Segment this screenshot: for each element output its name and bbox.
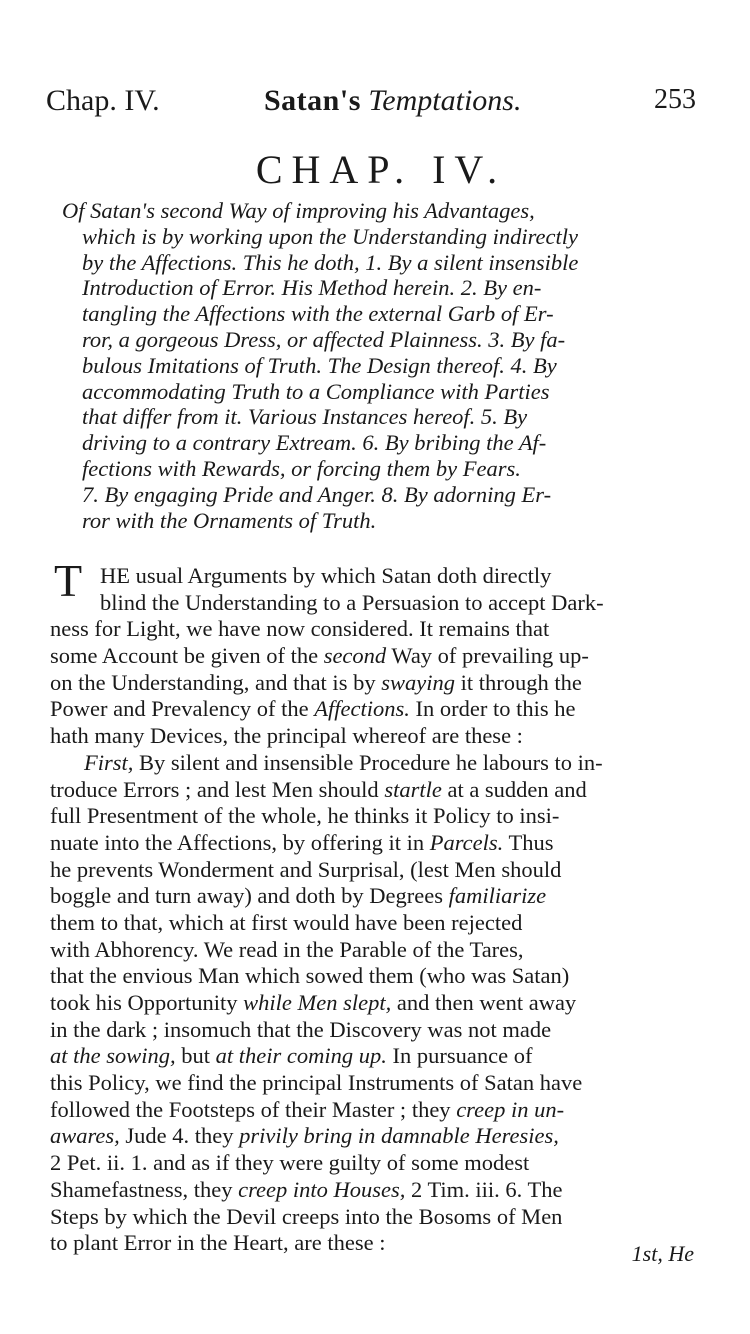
running-head-chapter: Chap. IV. bbox=[46, 84, 160, 117]
text-run: 2 Tim. iii. 6. The bbox=[405, 1176, 563, 1202]
summary-line: by the Affections. This he doth, 1. By a silent insensible bbox=[82, 249, 579, 275]
body-line: blind the Understanding to a Persuasion to accept Dark- bbox=[100, 589, 604, 615]
text-run: followed the Footsteps of their Master ; they bbox=[50, 1096, 457, 1122]
body-line bbox=[50, 883, 700, 910]
drop-cap: T bbox=[54, 555, 83, 606]
body-line: he prevents Wonderment and Surprisal, (lest Men should bbox=[50, 856, 562, 882]
text-run: but bbox=[175, 1043, 216, 1069]
chapter-summary bbox=[62, 198, 698, 533]
italic-run: while Men slept, bbox=[243, 990, 392, 1015]
catchword: 1st, He bbox=[631, 1241, 694, 1266]
text-run: In order to this he bbox=[409, 696, 576, 722]
body-text bbox=[50, 563, 700, 1257]
page-number: 253 bbox=[654, 84, 696, 115]
body-line: HE usual Arguments by which Satan doth directly bbox=[100, 563, 552, 588]
running-head bbox=[46, 84, 696, 124]
body-line: in the dark ; insomuch that the Discovery was not made bbox=[50, 1016, 552, 1042]
body-line bbox=[50, 830, 700, 857]
text-run: Way of prevailing up- bbox=[386, 643, 589, 669]
italic-run: swaying bbox=[381, 669, 455, 695]
body-line bbox=[50, 1097, 700, 1124]
italic-run: privily bring in damnable Heresies, bbox=[239, 1123, 559, 1149]
summary-line: Of Satan's second Way of improving his Advantages, bbox=[62, 198, 535, 223]
body-line: that the envious Man which sowed them (who was Satan) bbox=[50, 963, 570, 989]
body-line bbox=[50, 750, 700, 777]
body-line: them to that, which at first would have been rejected bbox=[50, 909, 523, 935]
summary-line: driving to a contrary Extream. 6. By bribing the Af- bbox=[82, 430, 547, 456]
body-line bbox=[50, 990, 700, 1017]
body-line bbox=[50, 643, 700, 670]
summary-line: which is by working upon the Understanding indirectly bbox=[82, 223, 578, 249]
summary-line: fections with Rewards, or forcing them by Fears. bbox=[82, 455, 521, 481]
text-run: By silent and insensible Procedure he labours to in- bbox=[133, 749, 603, 775]
body-line: this Policy, we find the principal Instruments of Satan have bbox=[50, 1070, 583, 1096]
body-line bbox=[50, 1123, 700, 1150]
body-line bbox=[50, 670, 700, 697]
body-line: 2 Pet. ii. 1. and as if they were guilty of some modest bbox=[50, 1150, 530, 1176]
text-run: Thus bbox=[503, 829, 554, 855]
italic-run: First, bbox=[84, 749, 134, 775]
body-line: with Abhorency. We read in the Parable of the Tares, bbox=[50, 936, 524, 962]
body-line bbox=[50, 696, 700, 723]
text-run: it through the bbox=[454, 669, 582, 695]
summary-line: accommodating Truth to a Compliance with Parties bbox=[82, 378, 550, 404]
summary-line: ror, a gorgeous Dress, or affected Plainness. 3. By fa- bbox=[82, 326, 566, 352]
text-run: Shamefastness, they bbox=[50, 1176, 239, 1202]
italic-run: at their coming up. bbox=[215, 1043, 387, 1069]
text-run: boggle and turn away) and doth by Degrees bbox=[50, 883, 449, 909]
summary-line: Introduction of Error. His Method herein. 2. By en- bbox=[82, 275, 542, 301]
summary-line: 7. By engaging Pride and Anger. 8. By adorning Er- bbox=[82, 481, 552, 507]
running-head-title-blackletter: Satan's bbox=[264, 84, 361, 117]
summary-line: tangling the Affections with the external Garb of Er- bbox=[82, 301, 554, 327]
body-line bbox=[50, 777, 700, 804]
chapter-heading: CHAP. IV. bbox=[255, 147, 507, 192]
italic-run: awares, bbox=[50, 1123, 120, 1149]
text-run: nuate into the Affections, by offering it in bbox=[50, 829, 430, 855]
italic-run: Parcels. bbox=[429, 829, 504, 855]
text-run: took his Opportunity bbox=[50, 990, 244, 1015]
summary-line: ror with the Ornaments of Truth. bbox=[82, 507, 377, 533]
italic-run: Affections. bbox=[314, 696, 410, 722]
italic-run: creep in un- bbox=[456, 1096, 565, 1122]
body-line bbox=[50, 1177, 700, 1204]
text-run: troduce Errors ; and lest Men should bbox=[50, 776, 385, 802]
running-head-title bbox=[264, 84, 521, 118]
italic-run: second bbox=[323, 643, 387, 669]
body-line: to plant Error in the Heart, are these : bbox=[50, 1230, 386, 1256]
body-line: Steps by which the Devil creeps into the Bosoms of Men bbox=[50, 1203, 563, 1229]
text-run: on the Understanding, and that is by bbox=[50, 669, 382, 695]
text-run: Power and Prevalency of the bbox=[50, 696, 315, 722]
body-line bbox=[50, 1043, 700, 1070]
body-line: ness for Light, we have now considered. It remains that bbox=[50, 616, 550, 642]
summary-line: bulous Imitations of Truth. The Design thereof. 4. By bbox=[82, 352, 557, 378]
summary-line: that differ from it. Various Instances hereof. 5. By bbox=[82, 404, 528, 430]
text-run: and then went away bbox=[391, 990, 577, 1015]
italic-run: startle bbox=[384, 776, 442, 802]
text-run: In pursuance of bbox=[386, 1043, 533, 1069]
italic-run: at the sowing, bbox=[50, 1043, 176, 1069]
body-line: hath many Devices, the principal whereof are these : bbox=[50, 723, 523, 749]
italic-run: creep into Houses, bbox=[238, 1176, 406, 1202]
text-run: some Account be given of the bbox=[50, 643, 324, 669]
text-run: at a sudden and bbox=[441, 776, 587, 802]
text-run: Jude 4. they bbox=[119, 1123, 240, 1149]
body-line: full Presentment of the whole, he thinks it Policy to insi- bbox=[50, 803, 560, 829]
italic-run: familiarize bbox=[448, 883, 547, 909]
running-head-title-italic: Temptations. bbox=[368, 84, 522, 117]
